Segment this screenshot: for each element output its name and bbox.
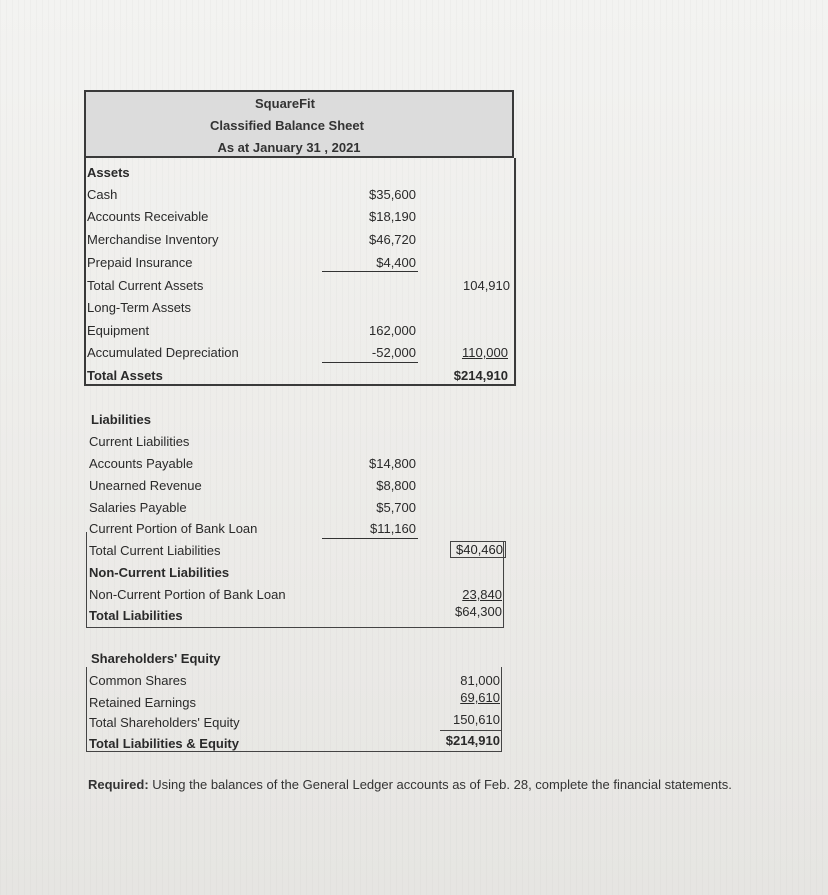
equity-total-rule — [440, 730, 501, 731]
total-liabilities-label: Total Liabilities — [89, 608, 183, 623]
total-assets-label: Total Assets — [87, 368, 163, 383]
accounts-payable-label: Accounts Payable — [89, 456, 194, 471]
salaries-payable-value: $5,700 — [376, 500, 416, 515]
cash-label: Cash — [87, 187, 118, 202]
common-shares-label: Common Shares — [89, 673, 187, 688]
balance-sheet-header — [84, 90, 514, 158]
total-liabilities-value: $64,300 — [455, 604, 502, 619]
prepaid-insurance-label: Prepaid Insurance — [87, 255, 193, 270]
equipment-value: 162,000 — [369, 323, 416, 338]
total-current-liabilities-value: $40,460 — [450, 541, 506, 558]
total-assets-value: $214,910 — [453, 368, 508, 383]
subtotal-rule — [322, 362, 418, 363]
total-shareholders-equity-label: Total Shareholders' Equity — [89, 715, 240, 730]
retained-earnings-label: Retained Earnings — [89, 695, 196, 710]
long-term-assets-label: Long-Term Assets — [87, 300, 192, 315]
accumulated-depreciation-value: -52,000 — [371, 345, 416, 360]
statement-title: Classified Balance Sheet — [210, 118, 364, 133]
accounts-payable-value: $14,800 — [369, 456, 416, 471]
total-current-assets-value: 104,910 — [463, 278, 510, 293]
unearned-revenue-label: Unearned Revenue — [89, 478, 202, 493]
total-current-assets-label: Total Current Assets — [87, 278, 204, 293]
total-current-liabilities-label: Total Current Liabilities — [89, 543, 221, 558]
equity-frame-right — [501, 667, 502, 751]
shareholders-equity-heading: Shareholders' Equity — [91, 651, 221, 666]
liabilities-frame-left — [86, 532, 87, 628]
total-shareholders-equity-value: 150,610 — [453, 712, 500, 727]
total-liabilities-equity-label: Total Liabilities & Equity — [89, 736, 239, 751]
subtotal-rule — [322, 271, 418, 272]
liabilities-frame-right — [503, 541, 504, 628]
accumulated-depreciation-label: Accumulated Depreciation — [87, 345, 239, 360]
accounts-receivable-label: Accounts Receivable — [87, 209, 209, 224]
assets-heading: Assets — [87, 165, 130, 180]
required-instruction — [88, 777, 732, 792]
salaries-payable-label: Salaries Payable — [89, 500, 187, 515]
unearned-revenue-value: $8,800 — [376, 478, 416, 493]
equity-frame-left — [86, 667, 87, 751]
required-label: Required: — [88, 777, 149, 792]
current-portion-bank-loan-value: $11,160 — [369, 521, 416, 536]
common-shares-value: 81,000 — [460, 673, 500, 688]
non-current-portion-bank-loan-label: Non-Current Portion of Bank Loan — [89, 587, 286, 602]
liabilities-frame-bottom — [86, 627, 504, 628]
prepaid-insurance-value: $4,400 — [376, 255, 416, 270]
non-current-portion-bank-loan-value: 23,840 — [462, 587, 502, 602]
equipment-label: Equipment — [87, 323, 150, 338]
equity-frame-bottom — [86, 751, 502, 752]
non-current-liabilities-label: Non-Current Liabilities — [89, 565, 230, 580]
cash-value: $35,600 — [369, 187, 416, 202]
net-long-term-assets-value: 110,000 — [461, 345, 508, 360]
liabilities-heading: Liabilities — [91, 412, 151, 427]
current-liabilities-label: Current Liabilities — [89, 434, 190, 449]
accounts-receivable-value: $18,190 — [369, 209, 416, 224]
company-name: SquareFit — [255, 96, 315, 111]
current-portion-bank-loan-label: Current Portion of Bank Loan — [89, 521, 258, 536]
merchandise-inventory-label: Merchandise Inventory — [87, 232, 219, 247]
statement-date: As at January 31 , 2021 — [217, 140, 361, 155]
required-text: Using the balances of the General Ledger accounts as of Feb. 28, complete the financial statements. — [148, 777, 732, 792]
subtotal-rule — [322, 538, 418, 539]
retained-earnings-value: 69,610 — [460, 690, 500, 705]
merchandise-inventory-value: $46,720 — [369, 232, 416, 247]
total-liabilities-equity-value: $214,910 — [445, 733, 500, 748]
